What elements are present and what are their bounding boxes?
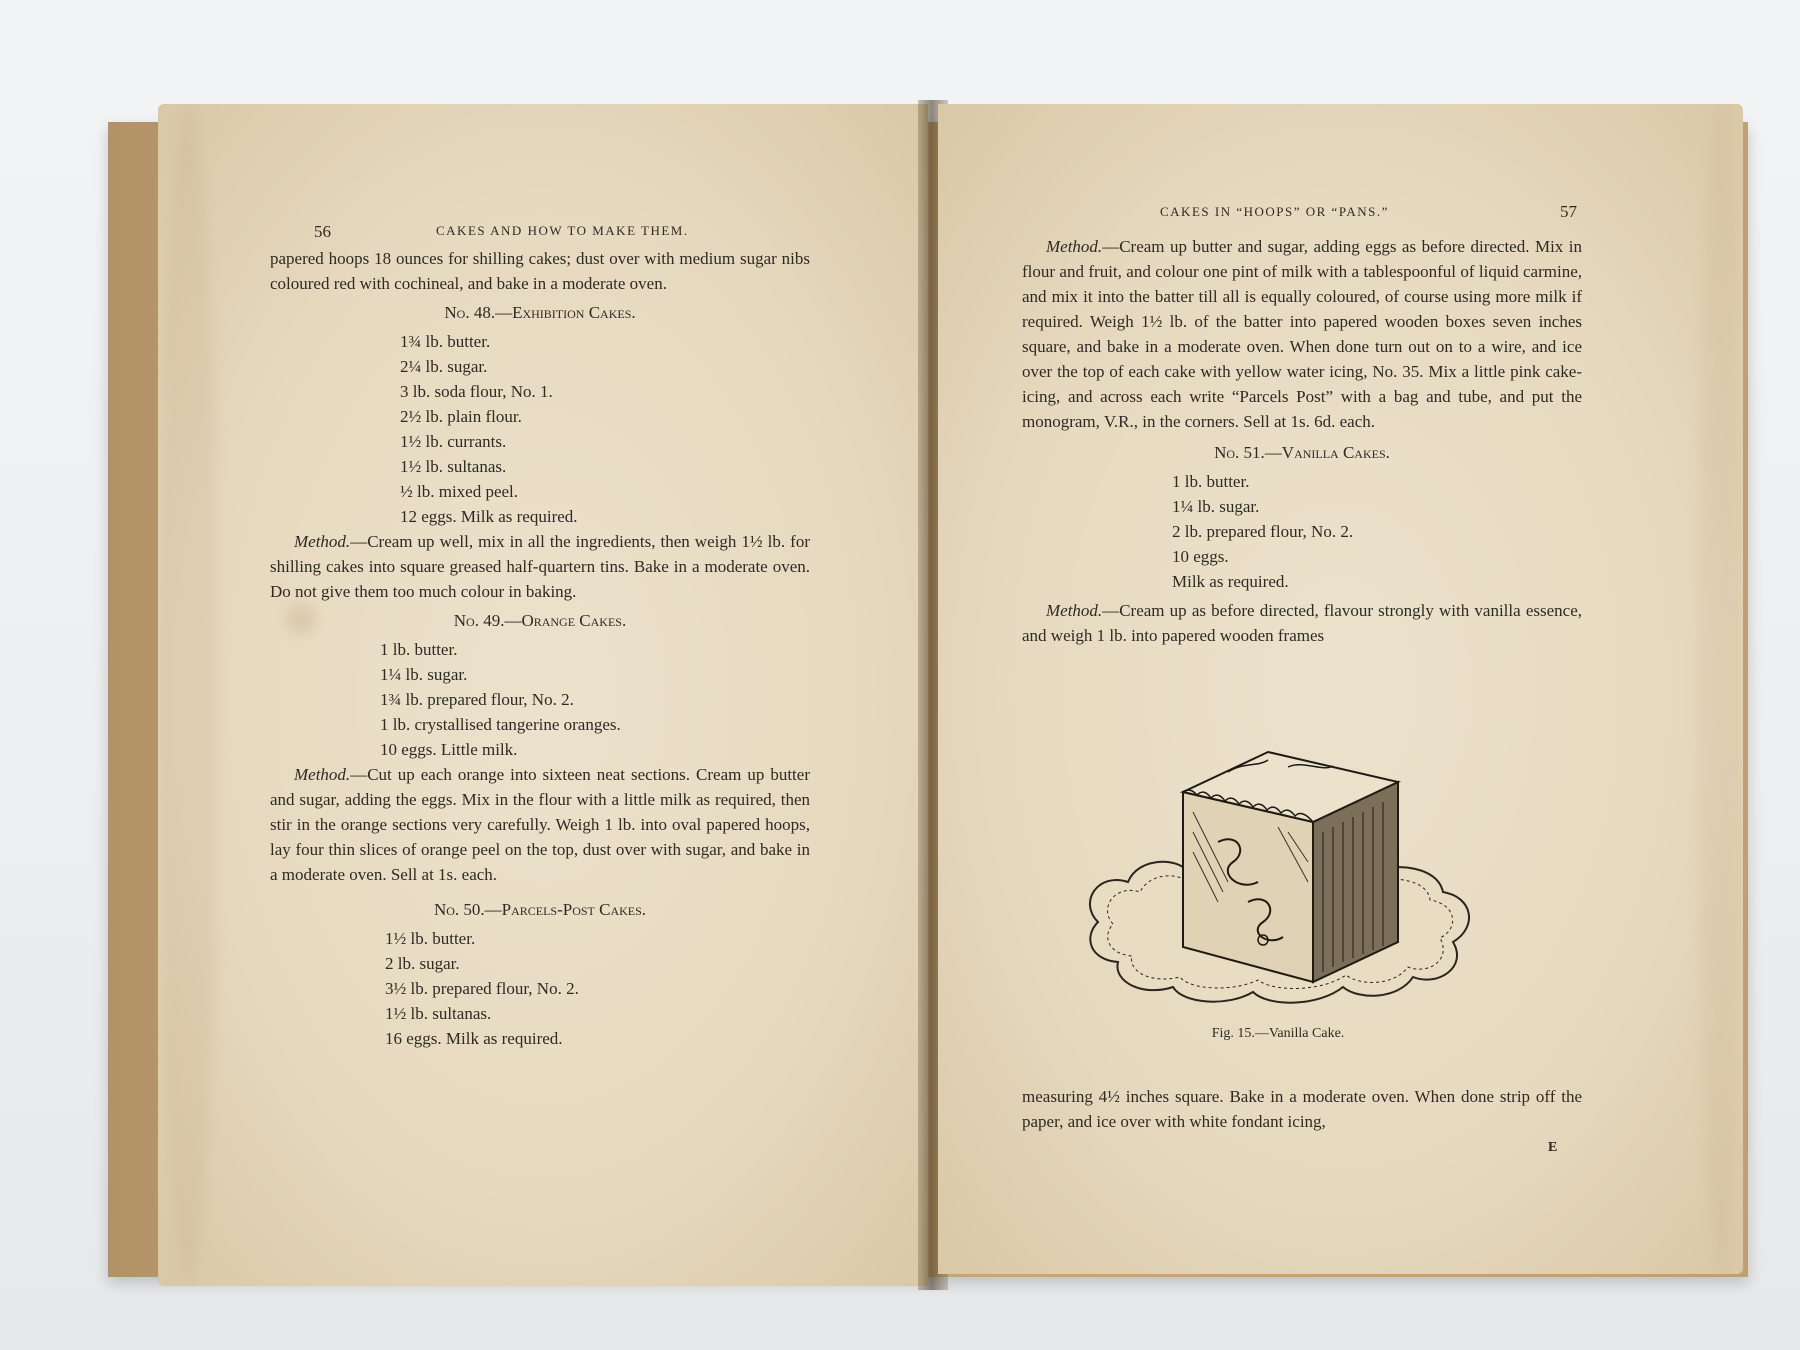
method-paragraph	[270, 762, 810, 887]
ingredient: 3 lb. soda flour, No. 1.	[400, 382, 553, 401]
running-head: CAKES AND HOW TO MAKE THEM.	[436, 223, 689, 238]
ingredient: 10 eggs. Little milk.	[380, 740, 518, 759]
method-text: —Cream up well, mix in all the ingredients, then weigh 1½ lb. for shilling cakes into square greased half-quartern tins. Bake in a moderate oven. Do not give them too much colour in baking.	[270, 532, 810, 601]
continuation-paragraph: measuring 4½ inches square. Bake in a moderate oven. When done strip off the paper, and ice over with white fondant icing,	[1022, 1087, 1582, 1131]
vanilla-cake-illustration	[1068, 732, 1488, 1022]
ingredient: 1½ lb. currants.	[400, 432, 507, 451]
method-paragraph	[1022, 598, 1582, 648]
vanilla-cake-figure	[1068, 732, 1488, 1041]
left-page	[158, 104, 928, 1286]
ingredient: 1 lb. butter.	[380, 640, 458, 659]
recipe-heading: No. 51.—Vanilla Cakes.	[1214, 443, 1390, 462]
ingredient: 1½ lb. sultanas.	[400, 457, 507, 476]
method-text: —Cream up butter and sugar, adding eggs as before directed. Mix in flour and fruit, and colour one pint of milk with a tablespoonful of liquid carmine, and mix it into the batter till all is equally coloured, of course using more milk if required. Weigh 1½ lb. of the batter into papered wooden boxes seven inches square, and bake in a moderate oven. When done turn out on to a wire, and ice over the top of each cake with yellow water icing, No. 35. Mix a little pink cake-icing, and across each write “Parcels Post” with a bag and tube, and put the monogram, V.R., in the corners. Sell at 1s. 6d. each.	[1022, 237, 1582, 431]
ingredient: 2 lb. prepared flour, No. 2.	[1172, 522, 1354, 541]
continuation-paragraph: papered hoops 18 ounces for shilling cakes; dust over with medium sugar nibs coloured red with cochineal, and bake in a moderate oven.	[270, 249, 810, 293]
ingredient-list	[270, 637, 810, 762]
after-figure-text	[1022, 1084, 1582, 1134]
ingredient: 2½ lb. plain flour.	[400, 407, 522, 426]
method-paragraph	[270, 529, 810, 604]
recipe-heading: No. 48.—Exhibition Cakes.	[444, 303, 636, 322]
recipe-heading: No. 50.—Parcels-Post Cakes.	[433, 900, 647, 919]
ingredient: 1¼ lb. sugar.	[380, 665, 468, 684]
method-text: —Cream up as before directed, flavour strongly with vanilla essence, and weigh 1 lb. into papered wooden frames	[1022, 601, 1582, 645]
ingredient: Milk as required.	[1172, 572, 1289, 591]
ingredient: 10 eggs.	[1172, 547, 1229, 566]
page-number: 57	[1560, 202, 1577, 221]
ingredient: 2 lb. sugar.	[385, 954, 460, 973]
running-head: CAKES IN “HOOPS” OR “PANS.”	[1160, 204, 1389, 219]
ingredient: 1¾ lb. butter.	[400, 332, 491, 351]
method-label: Method.	[1046, 601, 1103, 620]
ingredient-list	[270, 926, 810, 1051]
signature-mark: E	[1548, 1140, 1558, 1155]
ingredient: 1¼ lb. sugar.	[1172, 497, 1260, 516]
ingredient: 1¾ lb. prepared flour, No. 2.	[380, 690, 574, 709]
method-paragraph	[1022, 234, 1582, 434]
ingredient: 12 eggs. Milk as required.	[400, 507, 578, 526]
ingredient-list	[270, 329, 810, 529]
ingredient: 1 lb. crystallised tangerine oranges.	[380, 715, 621, 734]
ingredient: 1½ lb. butter.	[385, 929, 476, 948]
figure-caption: Fig. 15.—Vanilla Cake.	[1211, 1026, 1345, 1041]
ingredient: 16 eggs. Milk as required.	[385, 1029, 563, 1048]
ingredient: 3½ lb. prepared flour, No. 2.	[385, 979, 579, 998]
right-page-body	[1022, 234, 1582, 648]
method-label: Method.	[294, 765, 351, 784]
right-page	[938, 104, 1743, 1274]
ingredient-list	[1022, 469, 1582, 594]
ingredient: ½ lb. mixed peel.	[400, 482, 519, 501]
ingredient: 2¼ lb. sugar.	[400, 357, 488, 376]
page-number: 56	[314, 222, 331, 241]
method-label: Method.	[294, 532, 351, 551]
left-page-body	[270, 246, 810, 1051]
ingredient: 1 lb. butter.	[1172, 472, 1250, 491]
method-label: Method.	[1046, 237, 1103, 256]
ingredient: 1½ lb. sultanas.	[385, 1004, 492, 1023]
recipe-heading: No. 49.—Orange Cakes.	[453, 611, 627, 630]
method-text: —Cut up each orange into sixteen neat sections. Cream up butter and sugar, adding the eggs. Mix in the flour with a little milk as required, then stir in the orange sections very carefully. Weigh 1 lb. into oval papered hoops, lay four thin slices of orange peel on the top, dust over with sugar, and bake in a moderate oven. Sell at 1s. each.	[270, 765, 810, 884]
